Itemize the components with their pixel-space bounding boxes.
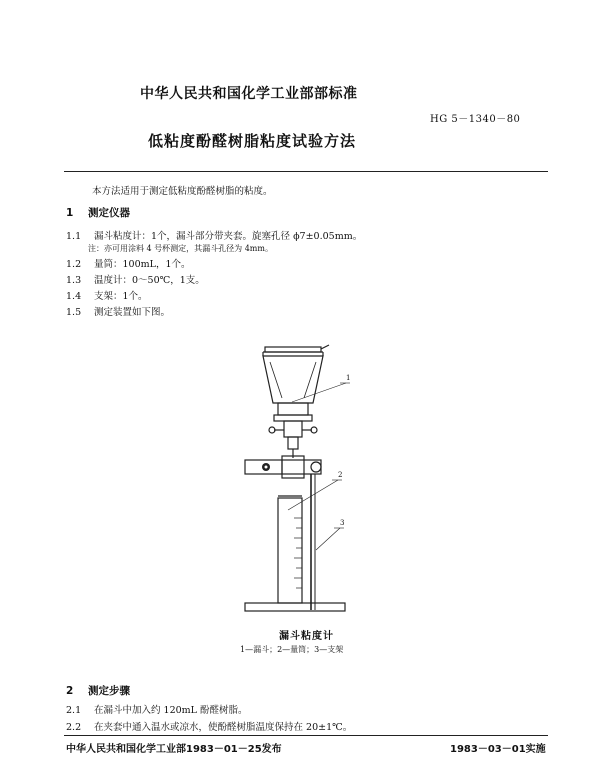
item-number: 1.4 bbox=[66, 291, 82, 302]
funnel-cap bbox=[265, 347, 321, 352]
note-text: 注：亦可用涂料 4 号杯测定，其漏斗孔径为 4mm。 bbox=[88, 244, 273, 253]
section-2-heading bbox=[66, 683, 130, 698]
list-item bbox=[66, 702, 248, 716]
item-number: 2.1 bbox=[66, 705, 82, 716]
section-number: 1 bbox=[66, 207, 74, 219]
stand-base bbox=[245, 603, 345, 611]
effective-date: 1983－03－01实施 bbox=[450, 744, 546, 755]
standard-code: HG 5－1340－80 bbox=[430, 114, 521, 125]
callout-3: 3 bbox=[340, 519, 345, 527]
clamp-bar bbox=[245, 460, 321, 474]
list-item bbox=[66, 719, 352, 733]
footer-divider bbox=[64, 735, 548, 736]
item-number: 1.5 bbox=[66, 307, 82, 318]
item-number: 1.1 bbox=[66, 231, 82, 242]
item-text: 量筒：100mL，1个。 bbox=[94, 259, 191, 270]
list-item bbox=[66, 272, 205, 286]
figure-legend: 1—漏斗；2—量筒；3—支架 bbox=[240, 645, 344, 654]
item-number: 1.2 bbox=[66, 259, 82, 270]
section-title: 测定仪器 bbox=[88, 207, 130, 219]
issuing-organization: 中华人民共和国化学工业部部标准 bbox=[140, 86, 358, 102]
section-title: 测定步骤 bbox=[88, 685, 130, 697]
callout-2: 2 bbox=[338, 471, 343, 479]
item-text: 在夹套中通入温水或凉水，使酚醛树脂温度保持在 20±1℃。 bbox=[94, 722, 353, 733]
list-item bbox=[66, 256, 191, 270]
funnel-viscometer-diagram bbox=[230, 338, 360, 620]
measuring-cylinder bbox=[278, 498, 302, 603]
funnel-jacket bbox=[263, 356, 323, 403]
list-item bbox=[66, 288, 148, 302]
issue-date: 中华人民共和国化学工业部1983－01－25发布 bbox=[66, 744, 282, 755]
item-text: 支架：1个。 bbox=[94, 291, 148, 302]
item-number: 1.3 bbox=[66, 275, 82, 286]
section-number: 2 bbox=[66, 685, 74, 697]
figure-caption: 漏斗粘度计 bbox=[279, 631, 334, 642]
item-text: 测定装置如下图。 bbox=[94, 307, 171, 318]
scope-paragraph: 本方法适用于测定低粘度酚醛树脂的粘度。 bbox=[92, 186, 273, 197]
section-1-heading bbox=[66, 205, 130, 220]
document-title: 低粘度酚醛树脂粘度试验方法 bbox=[148, 132, 357, 150]
item-number: 2.2 bbox=[66, 722, 82, 733]
callout-1: 1 bbox=[346, 374, 351, 382]
item-text: 漏斗粘度计：1个，漏斗部分带夹套。旋塞孔径 ϕ7±0.05mm。 bbox=[94, 231, 363, 242]
item-text: 在漏斗中加入约 120mL 酚醛树脂。 bbox=[94, 705, 248, 716]
header-divider bbox=[64, 171, 548, 172]
list-item bbox=[66, 304, 170, 318]
list-item bbox=[66, 228, 362, 242]
item-text: 温度计：0～50℃，1支。 bbox=[94, 275, 205, 286]
